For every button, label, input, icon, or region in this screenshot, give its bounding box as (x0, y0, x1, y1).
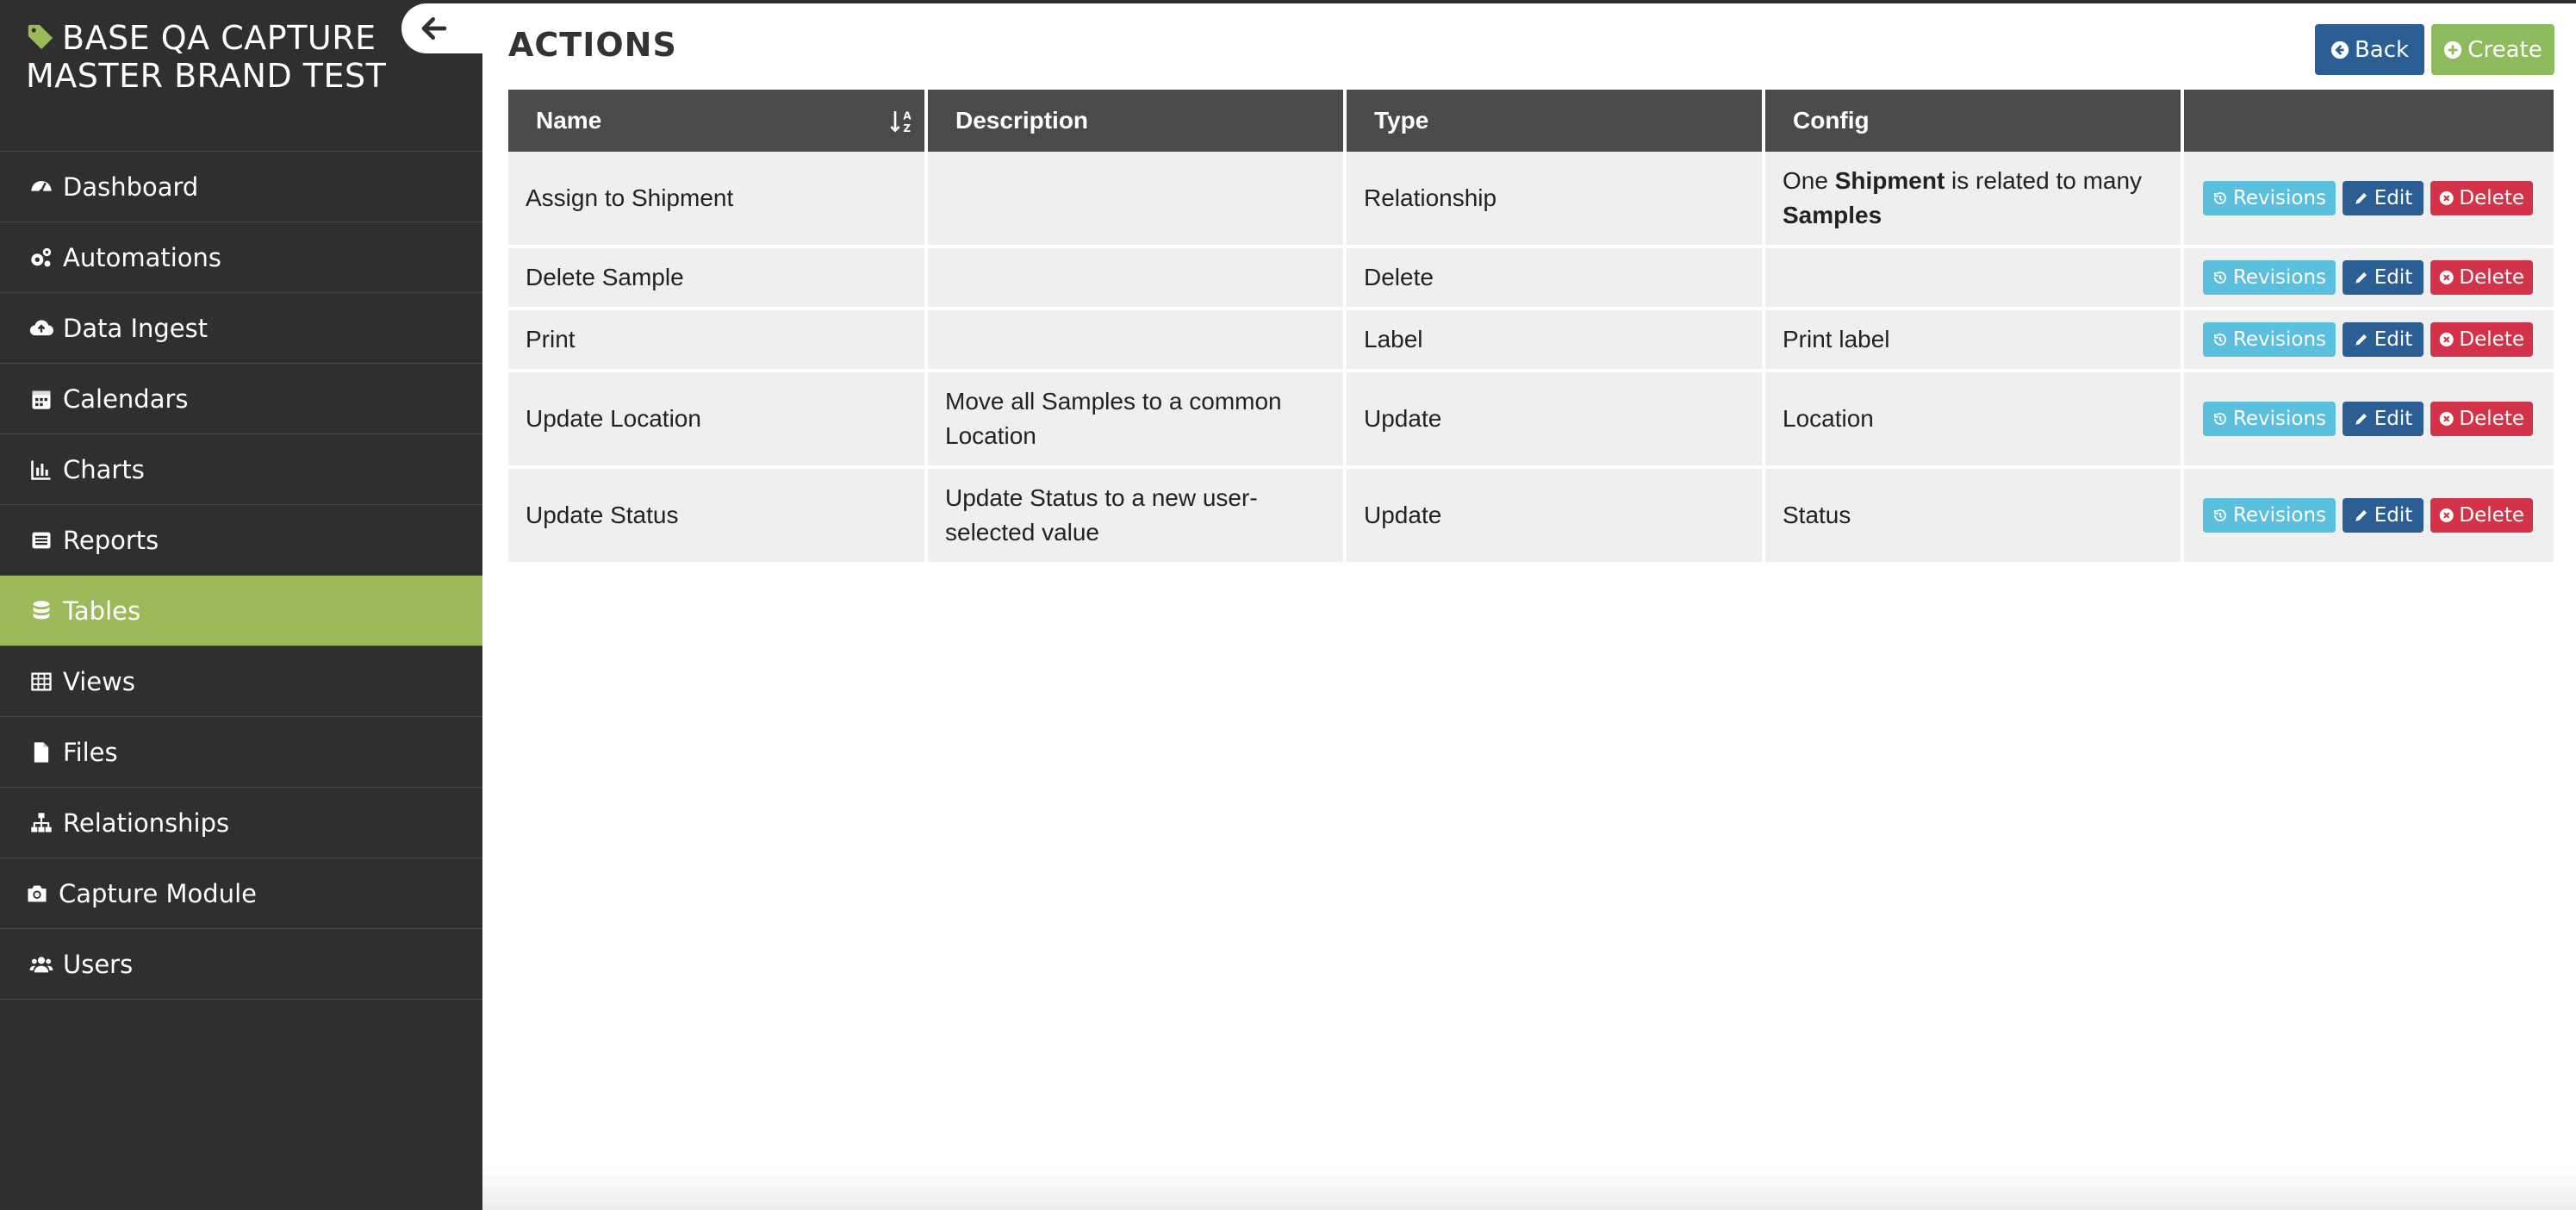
table-row (508, 469, 2554, 565)
circle-x-icon (2439, 332, 2454, 347)
sidebar-item-label: Tables (63, 596, 141, 626)
sidebar-item-data-ingest[interactable] (0, 293, 482, 364)
cell-config: Location (1765, 372, 2184, 469)
gears-icon (28, 245, 54, 271)
history-icon (2212, 411, 2228, 427)
pencil-icon (2354, 270, 2369, 285)
column-header-config: Config (1765, 90, 2184, 152)
sidebar-item-label: Files (63, 737, 118, 767)
back-button-label: Back (2354, 36, 2410, 63)
main-content (482, 0, 2576, 1210)
cell-config: Status (1765, 469, 2184, 565)
collapse-sidebar-button[interactable] (401, 3, 482, 53)
pencil-icon (2354, 332, 2369, 347)
cell-actions (2184, 248, 2554, 310)
arrow-left-icon (420, 15, 448, 42)
edit-button[interactable]: Edit (2343, 181, 2424, 215)
sidebar-item-relationships[interactable] (0, 788, 482, 858)
pencil-icon (2354, 190, 2369, 206)
cell-actions (2184, 372, 2554, 469)
sitemap-icon (28, 810, 54, 836)
sidebar-item-label: Charts (63, 454, 145, 484)
column-header-name[interactable]: Name A Z (508, 90, 928, 152)
svg-text:Z: Z (903, 122, 912, 134)
cell-type: Relationship (1347, 152, 1765, 248)
cell-type: Update (1347, 469, 1765, 565)
sidebar-item-label: Reports (63, 525, 159, 555)
bar-chart-icon (28, 457, 54, 483)
revisions-button[interactable]: Revisions (2203, 322, 2336, 357)
list-icon (28, 527, 54, 553)
edit-button[interactable]: Edit (2343, 260, 2424, 295)
sidebar-item-label: Views (63, 666, 135, 696)
brand-title[interactable] (26, 19, 396, 95)
sidebar-item-tables[interactable] (0, 576, 482, 646)
revisions-button[interactable]: Revisions (2203, 260, 2336, 295)
cell-description (928, 152, 1347, 248)
edit-button[interactable]: Edit (2343, 498, 2424, 533)
create-button-label: Create (2467, 36, 2542, 63)
sidebar-item-label: Relationships (63, 808, 230, 838)
sidebar-item-label: Data Ingest (63, 313, 208, 343)
revisions-button[interactable]: Revisions (2203, 498, 2336, 533)
cell-actions (2184, 152, 2554, 248)
sidebar-item-views[interactable] (0, 646, 482, 717)
cell-type: Update (1347, 372, 1765, 469)
sidebar-item-calendars[interactable] (0, 364, 482, 434)
table-row (508, 152, 2554, 248)
cell-name: Update Location (508, 372, 928, 469)
cell-description: Update Status to a new user-selected value (928, 469, 1347, 565)
cell-config: One Shipment is related to many Samples (1765, 152, 2184, 248)
bottom-shadow (482, 1167, 2576, 1210)
circle-x-icon (2439, 411, 2454, 427)
dashboard-icon (28, 174, 54, 200)
camera-icon (24, 881, 50, 907)
delete-button[interactable]: Delete (2430, 322, 2533, 357)
sidebar-item-label: Dashboard (63, 172, 199, 202)
history-icon (2212, 190, 2228, 206)
cell-name: Update Status (508, 469, 928, 565)
delete-button[interactable]: Delete (2430, 498, 2533, 533)
cell-description (928, 310, 1347, 372)
table-header-row (508, 90, 2554, 152)
cell-description: Move all Samples to a common Location (928, 372, 1347, 469)
history-icon (2212, 332, 2228, 347)
circle-x-icon (2439, 190, 2454, 206)
history-icon (2212, 270, 2228, 285)
cell-name: Delete Sample (508, 248, 928, 310)
users-icon (28, 951, 54, 977)
svg-text:A: A (903, 109, 912, 122)
pencil-icon (2354, 508, 2369, 523)
brand-name: BASE QA CAPTURE MASTER BRAND TEST (26, 19, 387, 95)
sidebar-item-label: Automations (63, 242, 222, 272)
delete-button[interactable]: Delete (2430, 260, 2533, 295)
sidebar-item-users[interactable] (0, 929, 482, 1000)
create-button[interactable] (2431, 24, 2554, 75)
circle-x-icon (2439, 508, 2454, 523)
sidebar-item-reports[interactable] (0, 505, 482, 576)
cell-type: Label (1347, 310, 1765, 372)
sort-alpha-icon[interactable] (888, 107, 916, 136)
cell-config (1765, 248, 2184, 310)
back-button[interactable] (2315, 24, 2424, 75)
column-header-actions (2184, 90, 2554, 152)
page-title: ACTIONS (508, 26, 677, 64)
pencil-icon (2354, 411, 2369, 427)
table-row (508, 310, 2554, 372)
sidebar-nav (0, 152, 482, 1000)
cloud-upload-icon (28, 315, 54, 341)
table-row (508, 372, 2554, 469)
history-icon (2212, 508, 2228, 523)
sidebar-item-dashboard[interactable] (0, 152, 482, 222)
sidebar-item-charts[interactable] (0, 434, 482, 505)
cell-name: Assign to Shipment (508, 152, 928, 248)
delete-button[interactable]: Delete (2430, 402, 2533, 436)
cell-name: Print (508, 310, 928, 372)
database-icon (28, 598, 54, 624)
sidebar-item-automations[interactable] (0, 222, 482, 293)
sidebar-item-files[interactable] (0, 717, 482, 788)
calendar-icon (28, 386, 54, 412)
edit-button[interactable]: Edit (2343, 322, 2424, 357)
sidebar-item-capture-module[interactable] (0, 858, 482, 929)
sidebar-item-label: Capture Module (59, 878, 257, 908)
cell-actions (2184, 469, 2554, 565)
column-header-type: Type (1347, 90, 1765, 152)
circle-plus-icon (2443, 41, 2462, 59)
table-row (508, 248, 2554, 310)
sidebar-item-label: Calendars (63, 384, 189, 414)
actions-table (508, 90, 2554, 565)
sidebar-item-label: Users (63, 949, 134, 979)
file-icon (28, 739, 54, 765)
cell-description (928, 248, 1347, 310)
revisions-button[interactable]: Revisions (2203, 181, 2336, 215)
table-icon (28, 669, 54, 695)
cell-actions (2184, 310, 2554, 372)
revisions-button[interactable]: Revisions (2203, 402, 2336, 436)
circle-arrow-left-icon (2330, 41, 2349, 59)
cell-type: Delete (1347, 248, 1765, 310)
delete-button[interactable]: Delete (2430, 181, 2533, 215)
circle-x-icon (2439, 270, 2454, 285)
sidebar (0, 0, 482, 1210)
tag-icon (26, 22, 55, 52)
edit-button[interactable]: Edit (2343, 402, 2424, 436)
cell-config: Print label (1765, 310, 2184, 372)
column-header-description: Description (928, 90, 1347, 152)
